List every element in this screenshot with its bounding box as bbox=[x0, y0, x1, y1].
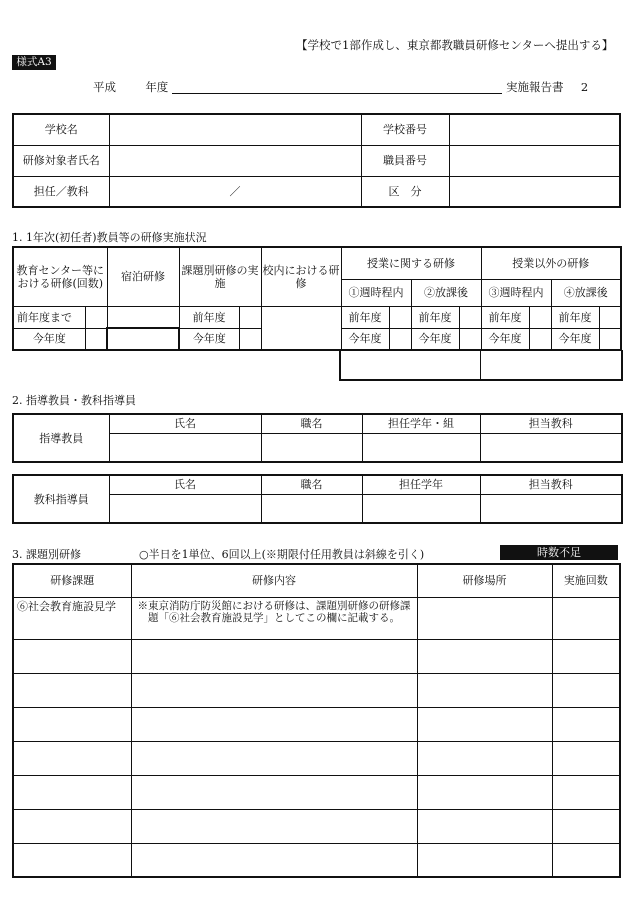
sm-name-field[interactable] bbox=[109, 494, 261, 523]
label-lesson2-prev: 前年度 bbox=[411, 306, 459, 328]
row8-count[interactable] bbox=[552, 843, 620, 877]
cell-lodging-blank bbox=[107, 328, 179, 350]
row3-content[interactable] bbox=[131, 673, 417, 707]
row1-place[interactable] bbox=[417, 597, 552, 639]
row3-place[interactable] bbox=[417, 673, 552, 707]
trainee-name-label: 研修対象者氏名 bbox=[13, 145, 109, 176]
staff-number-field[interactable] bbox=[449, 145, 620, 176]
form-tag: 様式A3 bbox=[12, 55, 56, 70]
row3-count[interactable] bbox=[552, 673, 620, 707]
category-field[interactable] bbox=[449, 176, 620, 207]
label-themed-this: 今年度 bbox=[179, 328, 239, 350]
row5-count[interactable] bbox=[552, 741, 620, 775]
school-name-label: 学校名 bbox=[13, 114, 109, 145]
school-number-label: 学校番号 bbox=[361, 114, 449, 145]
row7-content[interactable] bbox=[131, 809, 417, 843]
cell-lesson2-this[interactable] bbox=[459, 328, 481, 350]
title-blank-line[interactable] bbox=[172, 93, 502, 94]
col-weekly-1: ①週時程内 bbox=[341, 279, 411, 306]
row2-place[interactable] bbox=[417, 639, 552, 673]
mentor-subject-field[interactable] bbox=[480, 433, 622, 462]
shortage-badge: 時数不足 bbox=[500, 545, 618, 560]
sm-col-position: 職名 bbox=[261, 475, 362, 494]
cell-other3-this[interactable] bbox=[529, 328, 551, 350]
sm-subject-field[interactable] bbox=[480, 494, 622, 523]
col-weekly-3: ③週時程内 bbox=[481, 279, 551, 306]
homeroom-subject-label: 担任／教科 bbox=[13, 176, 109, 207]
row-this-year: 今年度 bbox=[13, 328, 85, 350]
school-number-field[interactable] bbox=[449, 114, 620, 145]
sm-col-subject: 担当教科 bbox=[480, 475, 622, 494]
row1-count[interactable] bbox=[552, 597, 620, 639]
heisei-label: 平成 bbox=[93, 80, 116, 94]
mentor-col-name: 氏名 bbox=[109, 414, 261, 433]
cell-lesson1-this[interactable] bbox=[389, 328, 411, 350]
mentor-table bbox=[12, 413, 623, 463]
row2-content[interactable] bbox=[131, 639, 417, 673]
school-name-field[interactable] bbox=[109, 114, 361, 145]
info-table bbox=[12, 113, 621, 208]
row3-theme[interactable] bbox=[13, 673, 131, 707]
row7-count[interactable] bbox=[552, 809, 620, 843]
row5-theme[interactable] bbox=[13, 741, 131, 775]
cell-other4-prev[interactable] bbox=[599, 306, 621, 328]
training-total-table bbox=[339, 350, 623, 381]
sm-col-grade: 担任学年 bbox=[362, 475, 480, 494]
row4-place[interactable] bbox=[417, 707, 552, 741]
col-content: 研修内容 bbox=[131, 564, 417, 597]
row5-content[interactable] bbox=[131, 741, 417, 775]
mentor-col-position: 職名 bbox=[261, 414, 362, 433]
row1-theme[interactable]: ⑥社会教育施設見学 bbox=[13, 597, 131, 639]
training-status-table bbox=[12, 246, 622, 351]
row8-place[interactable] bbox=[417, 843, 552, 877]
homeroom-subject-field[interactable]: ／ bbox=[109, 176, 361, 207]
section3-title: 3. 課題別研修 bbox=[12, 548, 81, 561]
report-label: 実施報告書 bbox=[506, 80, 564, 94]
col-after-2: ②放課後 bbox=[411, 279, 481, 306]
mentor-label: 指導教員 bbox=[13, 414, 109, 462]
lesson-total[interactable] bbox=[340, 351, 480, 380]
row7-place[interactable] bbox=[417, 809, 552, 843]
row7-theme[interactable] bbox=[13, 809, 131, 843]
cell-lesson2-prev[interactable] bbox=[459, 306, 481, 328]
staff-number-label: 職員番号 bbox=[361, 145, 449, 176]
row1-content[interactable]: ※東京消防庁防災館における研修は、課題別研修の研修課題「⑥社会教育施設見学」としてこの欄に記載する。 bbox=[131, 597, 417, 639]
row6-place[interactable] bbox=[417, 775, 552, 809]
row6-content[interactable] bbox=[131, 775, 417, 809]
cell-themed-this[interactable] bbox=[239, 328, 261, 350]
subject-mentor-table bbox=[12, 474, 623, 524]
sm-grade-field[interactable] bbox=[362, 494, 480, 523]
header-note: 【学校で1部作成し、東京都教職員研修センターへ提出する】 bbox=[296, 38, 614, 52]
sm-col-name: 氏名 bbox=[109, 475, 261, 494]
row5-place[interactable] bbox=[417, 741, 552, 775]
nendo-label: 年度 bbox=[145, 80, 169, 94]
row-until-last-year: 前年度まで bbox=[13, 306, 85, 328]
sm-position-field[interactable] bbox=[261, 494, 362, 523]
row4-theme[interactable] bbox=[13, 707, 131, 741]
label-lesson1-this: 今年度 bbox=[341, 328, 389, 350]
col-place: 研修場所 bbox=[417, 564, 552, 597]
row2-theme[interactable] bbox=[13, 639, 131, 673]
report-number: 2 bbox=[580, 80, 589, 94]
col-lodging: 宿泊研修 bbox=[107, 247, 179, 306]
col-inschool: 校内における研修 bbox=[261, 247, 341, 306]
themed-training-table bbox=[12, 563, 621, 878]
row4-content[interactable] bbox=[131, 707, 417, 741]
mentor-position-field[interactable] bbox=[261, 433, 362, 462]
mentor-col-grade-class: 担任学年・組 bbox=[362, 414, 480, 433]
section3-note: ○半日を1単位、6回以上(※期限付任用教員は斜線を引く) bbox=[139, 548, 425, 561]
category-label: 区 分 bbox=[361, 176, 449, 207]
cell-center-this[interactable] bbox=[85, 328, 107, 350]
cell-themed-prev[interactable] bbox=[239, 306, 261, 328]
row6-theme[interactable] bbox=[13, 775, 131, 809]
cell-center-prev[interactable] bbox=[85, 306, 107, 328]
col-after-4: ④放課後 bbox=[551, 279, 621, 306]
section2-title: 2. 指導教員・教科指導員 bbox=[12, 394, 136, 407]
mentor-col-subject: 担当教科 bbox=[480, 414, 622, 433]
col-nonlesson: 授業以外の研修 bbox=[481, 247, 621, 279]
cell-inschool[interactable] bbox=[261, 306, 341, 350]
title-report bbox=[506, 79, 588, 95]
row6-count[interactable] bbox=[552, 775, 620, 809]
label-lesson1-prev: 前年度 bbox=[341, 306, 389, 328]
label-themed-prev: 前年度 bbox=[179, 306, 239, 328]
title-era bbox=[93, 79, 168, 95]
col-count: 実施回数 bbox=[552, 564, 620, 597]
mentor-grade-class-field[interactable] bbox=[362, 433, 480, 462]
col-themed: 課題別研修の実施 bbox=[179, 247, 261, 306]
label-lesson2-this: 今年度 bbox=[411, 328, 459, 350]
row2-count[interactable] bbox=[552, 639, 620, 673]
row8-content[interactable] bbox=[131, 843, 417, 877]
col-theme: 研修課題 bbox=[13, 564, 131, 597]
label-other4-this: 今年度 bbox=[551, 328, 599, 350]
label-other3-this: 今年度 bbox=[481, 328, 529, 350]
cell-lesson1-prev[interactable] bbox=[389, 306, 411, 328]
mentor-name-field[interactable] bbox=[109, 433, 261, 462]
col-center-training: 教育センター等における研修(回数) bbox=[13, 247, 107, 306]
col-lesson: 授業に関する研修 bbox=[341, 247, 481, 279]
row8-theme[interactable] bbox=[13, 843, 131, 877]
cell-other4-this[interactable] bbox=[599, 328, 621, 350]
section1-title: 1. 1年次(初任者)教員等の研修実施状況 bbox=[12, 231, 207, 244]
subject-mentor-label: 教科指導員 bbox=[13, 475, 109, 523]
row4-count[interactable] bbox=[552, 707, 620, 741]
label-other3-prev: 前年度 bbox=[481, 306, 529, 328]
label-other4-prev: 前年度 bbox=[551, 306, 599, 328]
cell-other3-prev[interactable] bbox=[529, 306, 551, 328]
cell-lodging[interactable] bbox=[107, 306, 179, 328]
trainee-name-field[interactable] bbox=[109, 145, 361, 176]
nonlesson-total[interactable] bbox=[480, 351, 622, 380]
